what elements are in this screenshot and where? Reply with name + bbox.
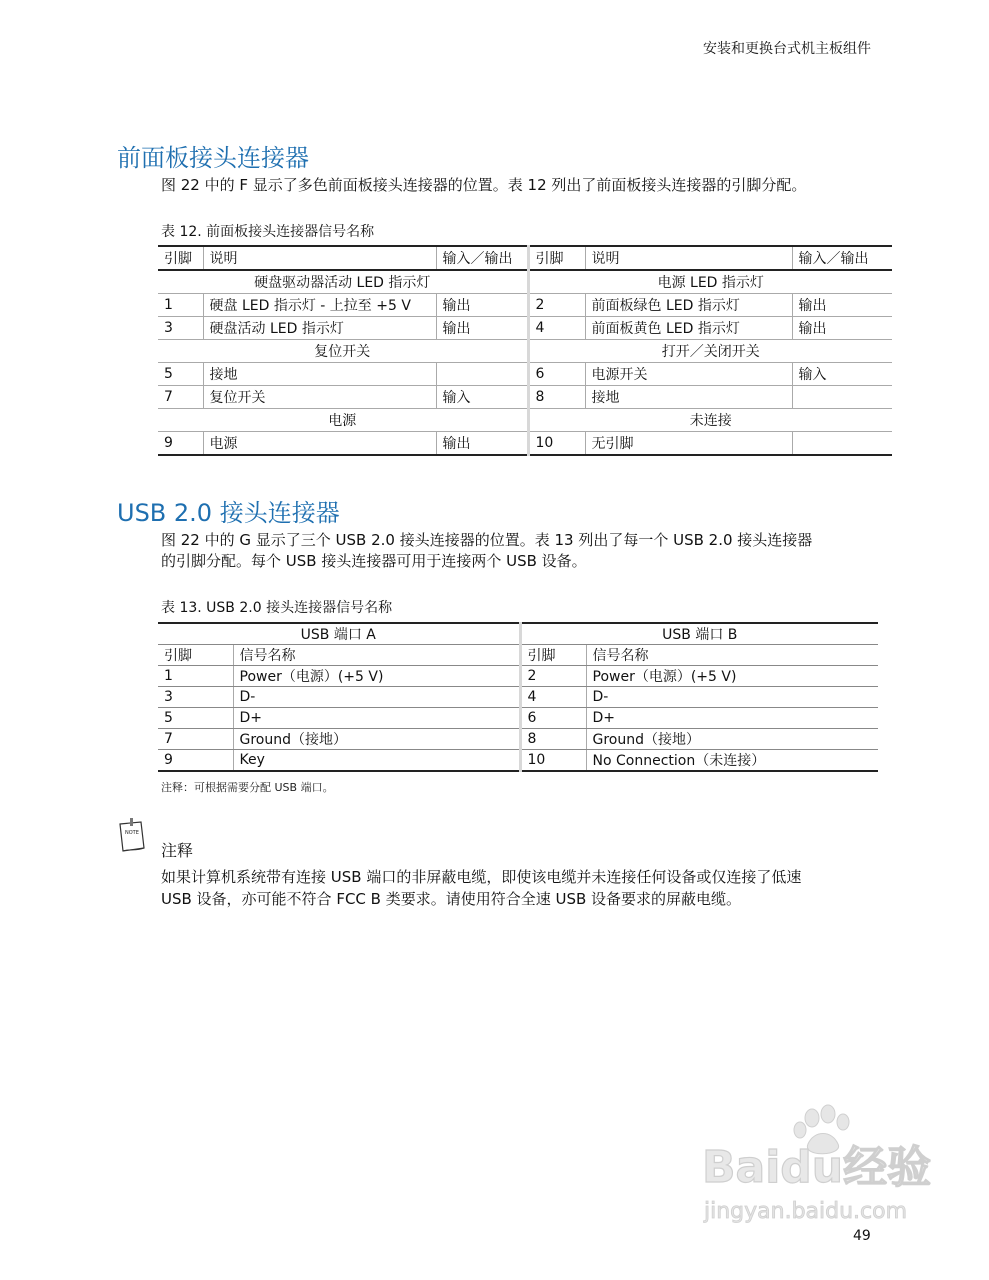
- table-cell: Power（电源）(+5 V): [586, 666, 878, 687]
- note-body-line: USB 设备，亦可能不符合 FCC B 类要求。请使用符合全速 USB 设备要求的屏蔽电缆。: [161, 890, 742, 908]
- table-cell: 9: [158, 432, 203, 456]
- column-header: 信号名称: [586, 645, 878, 666]
- table-cell: 复位开关: [203, 386, 436, 409]
- baidu-watermark: [700, 1100, 940, 1240]
- column-header: 输入／输出: [792, 246, 892, 270]
- running-header: 安装和更换台式机主板组件: [703, 41, 871, 57]
- column-header: 引脚: [158, 246, 203, 270]
- table-cell: 前面板绿色 LED 指示灯: [585, 294, 792, 317]
- table-cell: 输出: [792, 317, 892, 340]
- table-header-row: [158, 246, 892, 270]
- table-cell: 5: [158, 708, 233, 729]
- table-cell: 3: [158, 317, 203, 340]
- table-cell: D-: [233, 687, 520, 708]
- table-cell: 输出: [436, 432, 528, 456]
- section-heading-usb: USB 2.0 接头连接器: [117, 499, 340, 527]
- table-row: [158, 294, 892, 317]
- table-cell: 10: [528, 432, 585, 456]
- table-cell: 硬盘活动 LED 指示灯: [203, 317, 436, 340]
- section-heading-front-panel: 前面板接头连接器: [117, 144, 309, 172]
- group-title: 打开／关闭开关: [528, 340, 892, 363]
- table-cell: 前面板黄色 LED 指示灯: [585, 317, 792, 340]
- note-body-line: 如果计算机系统带有连接 USB 端口的非屏蔽电缆，即使该电缆并未连接任何设备或仅连接了低速: [161, 868, 802, 886]
- table-cell: 6: [520, 708, 586, 729]
- table-cell: 输出: [436, 294, 528, 317]
- table-cell: 接地: [203, 363, 436, 386]
- group-title: 复位开关: [158, 340, 528, 363]
- table-cell: 电源开关: [585, 363, 792, 386]
- table-cell: 无引脚: [585, 432, 792, 456]
- column-header: 输入／输出: [436, 246, 528, 270]
- group-title-row: [158, 340, 892, 363]
- watermark-brand: Baidu经验: [702, 1142, 932, 1193]
- table-cell: 2: [528, 294, 585, 317]
- table-row: [158, 729, 878, 750]
- table-cell: Ground（接地）: [586, 729, 878, 750]
- column-header: 引脚: [158, 645, 233, 666]
- table-cell: Ground（接地）: [233, 729, 520, 750]
- page-number: 49: [853, 1228, 871, 1244]
- table-footnote: 注释：可根据需要分配 USB 端口。: [161, 781, 334, 794]
- table-cell: 输入: [436, 386, 528, 409]
- table-cell: [792, 386, 892, 409]
- table-cell: Power（电源）(+5 V): [233, 666, 520, 687]
- port-b-header: USB 端口 B: [520, 623, 878, 645]
- table-cell: 4: [520, 687, 586, 708]
- table-cell: No Connection（未连接）: [586, 750, 878, 772]
- table-cell: 输出: [792, 294, 892, 317]
- table-header-row: [158, 645, 878, 666]
- table-row: [158, 708, 878, 729]
- table-cell: 2: [520, 666, 586, 687]
- note-icon: [117, 818, 147, 854]
- table-cell: 4: [528, 317, 585, 340]
- note-icon-label: NOTE: [125, 830, 139, 836]
- table-cell: 10: [520, 750, 586, 772]
- group-title: 电源 LED 指示灯: [528, 270, 892, 294]
- group-title: 未连接: [528, 409, 892, 432]
- table-cell: [792, 432, 892, 456]
- column-header: 说明: [585, 246, 792, 270]
- table-cell: 7: [158, 729, 233, 750]
- section-paragraph-line: 的引脚分配。每个 USB 接头连接器可用于连接两个 USB 设备。: [161, 552, 587, 570]
- group-title: 硬盘驱动器活动 LED 指示灯: [158, 270, 528, 294]
- front-panel-pin-table: [158, 245, 892, 456]
- table-cell: 7: [158, 386, 203, 409]
- table-cell: 输入: [792, 363, 892, 386]
- group-title-row: [158, 270, 892, 294]
- usb-pin-table: [158, 622, 878, 772]
- table-cell: 3: [158, 687, 233, 708]
- table-cell: D-: [586, 687, 878, 708]
- column-header: 说明: [203, 246, 436, 270]
- table-cell: 8: [528, 386, 585, 409]
- table-cell: [436, 363, 528, 386]
- table-row: [158, 317, 892, 340]
- table-row: [158, 750, 878, 772]
- table-caption: 表 12. 前面板接头连接器信号名称: [161, 224, 375, 240]
- table-cell: 5: [158, 363, 203, 386]
- watermark-url: jingyan.baidu.com: [704, 1199, 908, 1224]
- table-cell: Key: [233, 750, 520, 772]
- table-cell: 1: [158, 666, 233, 687]
- table-cell: 1: [158, 294, 203, 317]
- column-header: 引脚: [520, 645, 586, 666]
- table-cell: 电源: [203, 432, 436, 456]
- section-paragraph: 图 22 中的 F 显示了多色前面板接头连接器的位置。表 12 列出了前面板接头连接器的引脚分配。: [161, 176, 807, 194]
- table-cell: 6: [528, 363, 585, 386]
- table-cell: 8: [520, 729, 586, 750]
- table-row: [158, 432, 892, 456]
- table-row: [158, 687, 878, 708]
- table-cell: 输出: [436, 317, 528, 340]
- table-cell: 硬盘 LED 指示灯 - 上拉至 +5 V: [203, 294, 436, 317]
- table-row: [158, 386, 892, 409]
- table-cell: D+: [586, 708, 878, 729]
- note-title: 注释: [161, 841, 194, 860]
- column-header: 信号名称: [233, 645, 520, 666]
- table-cell: 接地: [585, 386, 792, 409]
- table-row: [158, 666, 878, 687]
- port-a-header: USB 端口 A: [158, 623, 520, 645]
- section-paragraph-line: 图 22 中的 G 显示了三个 USB 2.0 接头连接器的位置。表 13 列出了每一个 USB 2.0 接头连接器: [161, 531, 813, 549]
- table-caption: 表 13. USB 2.0 接头连接器信号名称: [161, 600, 393, 616]
- table-row: [158, 363, 892, 386]
- table-cell: D+: [233, 708, 520, 729]
- table-cell: 9: [158, 750, 233, 772]
- column-header: 引脚: [528, 246, 585, 270]
- port-header-row: [158, 623, 878, 645]
- group-title-row: [158, 409, 892, 432]
- group-title: 电源: [158, 409, 528, 432]
